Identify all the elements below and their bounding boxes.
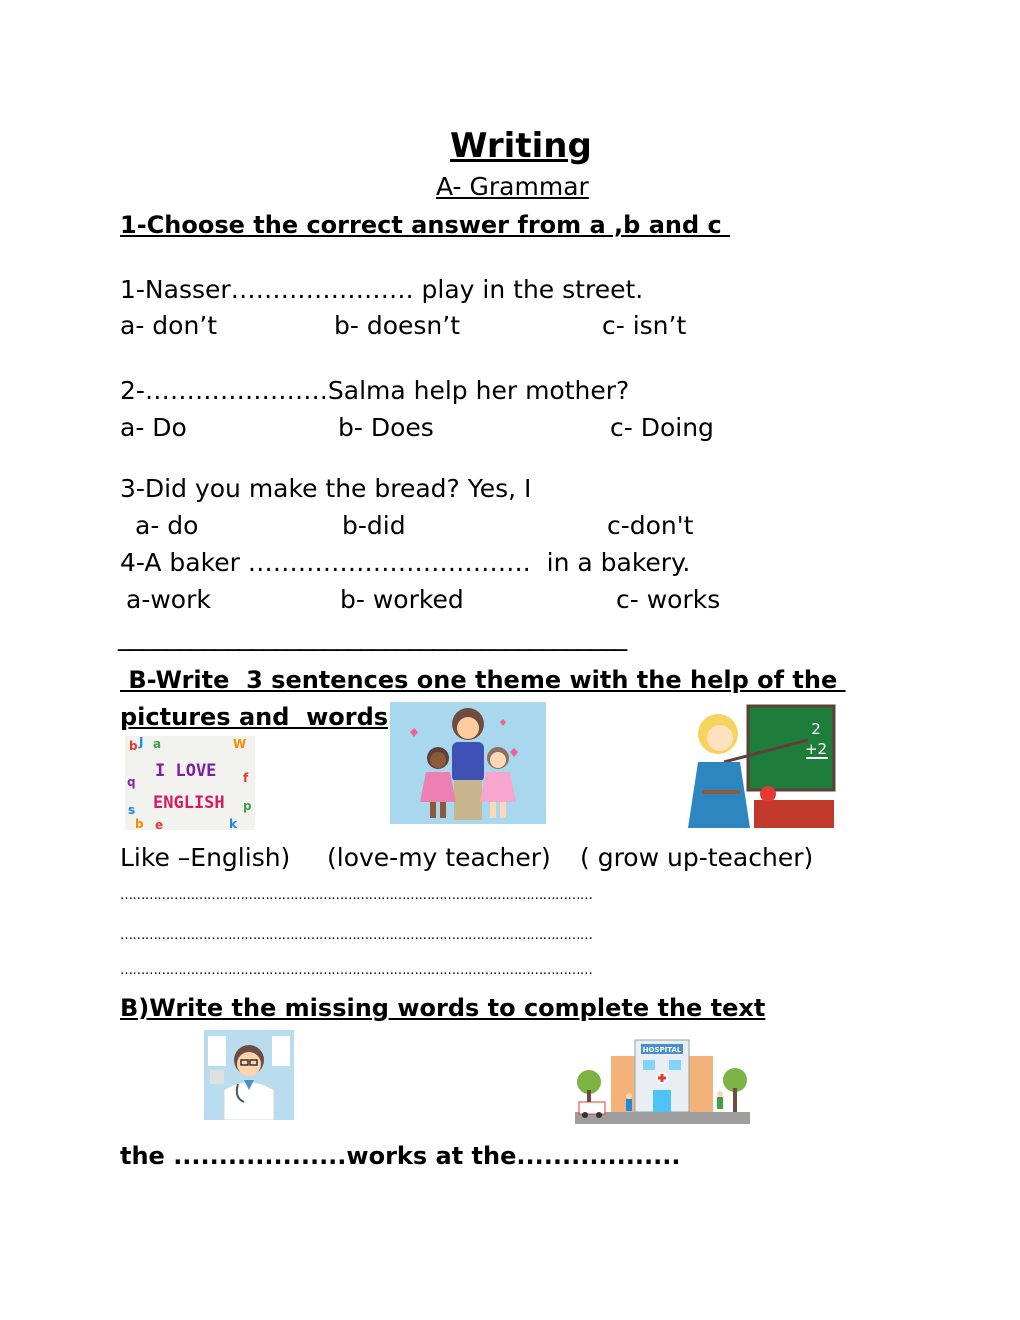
i-love-text: I LOVE	[155, 761, 217, 781]
section-b2-heading: B)Write the missing words to complete the text	[120, 994, 766, 1022]
q4-option-b: b- worked	[340, 585, 464, 614]
board-number-bottom: +2	[804, 740, 828, 758]
svg-text:a: a	[153, 737, 162, 751]
separator-line: __________________________________________	[118, 622, 627, 652]
answer-line-2[interactable]: ……………………………………………………………………………………………………	[120, 928, 593, 943]
svg-text:f: f	[243, 771, 249, 785]
family-illustration	[390, 702, 546, 824]
doctor-illustration	[204, 1030, 294, 1120]
complete-text-sentence: the ...................works at the..................	[120, 1142, 681, 1170]
svg-text:b: b	[135, 817, 144, 830]
q1-option-b: b- doesn’t	[334, 311, 461, 340]
board-number-top: 2	[811, 720, 821, 738]
q2-option-a: a- Do	[120, 413, 187, 442]
section-b-heading-line1: B-Write 3 sentences one theme with the help of the	[120, 666, 846, 694]
q3-option-c: c-don't	[607, 511, 694, 540]
svg-text:s: s	[128, 803, 136, 817]
q2-option-c: c- Doing	[610, 413, 714, 442]
picture-words-3: ( grow up-teacher)	[580, 843, 814, 872]
question-1: 1-Nasser…………………. play in the street.	[120, 275, 644, 304]
hospital-picture	[575, 1032, 750, 1124]
section-a-heading: A- Grammar	[436, 172, 589, 201]
mother-daughters-picture	[390, 702, 546, 824]
svg-text:e: e	[155, 818, 164, 830]
instruction-choose: 1-Choose the correct answer from a ,b and c	[120, 211, 731, 239]
answer-line-3[interactable]: ……………………………………………………………………………………………………	[120, 963, 593, 978]
hospital-sign-text: HOSPITAL	[642, 1046, 682, 1054]
svg-text:k: k	[229, 817, 237, 830]
section-b-heading-line2: pictures and words	[120, 703, 389, 731]
svg-text:q: q	[127, 775, 136, 789]
page-title: Writing	[450, 126, 592, 166]
picture-words-2: (love-my teacher)	[327, 843, 551, 872]
question-4: 4-A baker ……………………………. in a bakery.	[120, 548, 691, 577]
answer-line-1[interactable]: ……………………………………………………………………………………………………	[120, 888, 593, 903]
q1-option-a: a- don’t	[120, 311, 218, 340]
english-text: ENGLISH	[153, 793, 225, 813]
q4-option-a: a-work	[126, 585, 211, 614]
svg-text:b: b	[129, 739, 138, 753]
hospital-illustration	[575, 1032, 750, 1124]
i-love-english-picture	[125, 736, 255, 830]
doctor-picture	[204, 1030, 294, 1120]
letters-illustration	[125, 736, 255, 830]
q3-option-a: a- do	[135, 511, 199, 540]
q4-option-c: c- works	[616, 585, 721, 614]
q1-option-c: c- isn’t	[602, 311, 687, 340]
svg-text:W: W	[233, 737, 247, 751]
teacher-illustration	[684, 704, 836, 828]
q2-option-b: b- Does	[338, 413, 434, 442]
question-2: 2-………………….Salma help her mother?	[120, 376, 630, 405]
q3-option-b: b-did	[342, 511, 406, 540]
picture-words-1: Like –English)	[120, 843, 291, 872]
svg-text:p: p	[243, 799, 252, 813]
question-3: 3-Did you make the bread? Yes, I	[120, 474, 532, 503]
svg-text:J: J	[139, 736, 144, 749]
teacher-blackboard-picture	[684, 704, 836, 828]
